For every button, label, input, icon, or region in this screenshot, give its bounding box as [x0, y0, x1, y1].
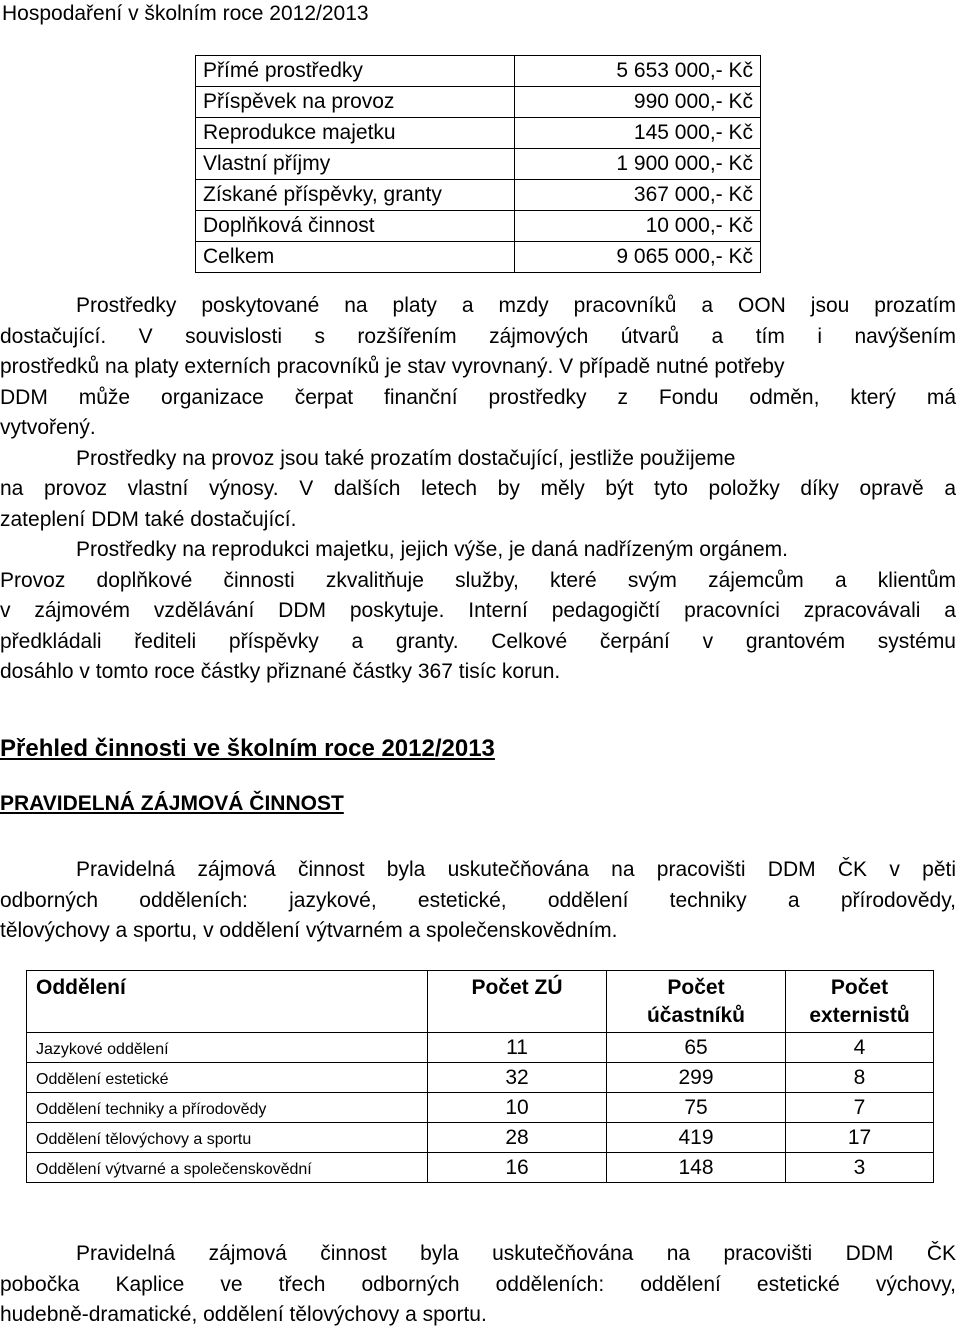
table-row: [196, 87, 761, 118]
finance-paragraph: [0, 291, 956, 688]
department-name: Oddělení techniky a přírodovědy: [27, 1093, 428, 1123]
budget-value: 367 000,- Kč: [515, 180, 761, 211]
budget-value: 10 000,- Kč: [515, 211, 761, 242]
column-header: Počet externistů: [786, 971, 934, 1033]
table-row: [27, 1123, 934, 1153]
text-line: předkládali řediteli příspěvky a granty. Celkové čerpání v grantovém systému: [0, 629, 956, 653]
participant-count: 419: [607, 1123, 786, 1153]
text-line: Pravidelná zájmová činnost byla uskutečňována na pracovišti DDM ČK: [76, 1242, 956, 1265]
zu-count: 11: [428, 1033, 607, 1063]
text-line: DDM může organizace čerpat finanční prostředky z Fondu odměn, který má: [0, 385, 956, 409]
text-line: pobočka Kaplice ve třech odborných odděleních: oddělení estetické výchovy,: [0, 1272, 956, 1296]
text-line: Prostředky na reprodukci majetku, jejich výše, je daná nadřízeným orgánem.: [76, 538, 789, 561]
column-header: Počet účastníků: [607, 971, 786, 1033]
participant-count: 299: [607, 1063, 786, 1093]
budget-value: 5 653 000,- Kč: [515, 56, 761, 87]
department-table: [26, 970, 934, 1183]
budget-label: Vlastní příjmy: [196, 149, 515, 180]
externist-count: 4: [786, 1033, 934, 1063]
intro-paragraph: [0, 855, 956, 947]
table-row: [27, 1033, 934, 1063]
externist-count: 7: [786, 1093, 934, 1123]
zu-count: 16: [428, 1153, 607, 1183]
text-line: prostředků na platy externích pracovníků je stav vyrovnaný. V případě nutné potřeby: [0, 355, 785, 378]
text-line: v zájmovém vzdělávání DDM poskytuje. Interní pedagogičtí pracovníci zpracovávali a: [0, 599, 956, 622]
department-name: Oddělení tělovýchovy a sportu: [27, 1123, 428, 1153]
table-row: [27, 1153, 934, 1183]
budget-label: Reprodukce majetku: [196, 118, 515, 149]
participant-count: 75: [607, 1093, 786, 1123]
subsection-heading: PRAVIDELNÁ ZÁJMOVÁ ČINNOST: [0, 792, 344, 815]
participant-count: 148: [607, 1153, 786, 1183]
kaplice-paragraph: [0, 1239, 956, 1331]
text-line: Pravidelná zájmová činnost byla uskutečňována na pracovišti DDM ČK v pěti: [76, 858, 956, 881]
budget-label: Přímé prostředky: [196, 56, 515, 87]
table-row: [196, 180, 761, 211]
department-name: Oddělení výtvarné a společenskovědní: [27, 1153, 428, 1183]
participant-count: 65: [607, 1033, 786, 1063]
text-line: dosáhlo v tomto roce částky přiznané částky 367 tisíc korun.: [0, 660, 561, 683]
externist-count: 3: [786, 1153, 934, 1183]
budget-value: 990 000,- Kč: [515, 87, 761, 118]
text-line: odborných odděleních: jazykové, estetické, oddělení techniky a přírodovědy,: [0, 888, 956, 912]
externist-count: 17: [786, 1123, 934, 1153]
text-line: hudebně-dramatické, oddělení tělovýchovy a sportu.: [0, 1303, 487, 1326]
table-row: [196, 211, 761, 242]
text-line: Prostředky na provoz jsou také prozatím dostačující, jestliže použijeme: [76, 446, 736, 470]
budget-label: Příspěvek na provoz: [196, 87, 515, 118]
department-name: Jazykové oddělení: [27, 1033, 428, 1063]
text-line: vytvořený.: [0, 416, 96, 439]
zu-count: 28: [428, 1123, 607, 1153]
text-line: na provoz vlastní výnosy. V dalších letech by měly být tyto položky díky opravě a: [0, 477, 956, 500]
department-name: Oddělení estetické: [27, 1063, 428, 1093]
budget-label: Doplňková činnost: [196, 211, 515, 242]
text-line: Provoz doplňkové činnosti zkvalitňuje služby, které svým zájemcům a klientům: [0, 568, 956, 592]
table-row: [196, 149, 761, 180]
table-row: [27, 1063, 934, 1093]
text-line: Prostředky poskytované na platy a mzdy pracovníků a OON jsou prozatím: [76, 294, 956, 317]
zu-count: 10: [428, 1093, 607, 1123]
text-line: zateplení DDM také dostačující.: [0, 507, 297, 531]
budget-total-label: Celkem: [196, 242, 515, 273]
text-line: dostačující. V souvislosti s rozšířením zájmových útvarů a tím i navýšením: [0, 324, 956, 348]
table-row: [196, 242, 761, 273]
budget-table: [195, 55, 761, 273]
column-header: Počet ZÚ: [428, 971, 607, 1033]
page-heading: Hospodaření v školním roce 2012/2013: [2, 2, 369, 25]
budget-label: Získané příspěvky, granty: [196, 180, 515, 211]
section-heading: Přehled činnosti ve školním roce 2012/2013: [0, 735, 495, 762]
table-row: [196, 56, 761, 87]
text-line: tělovýchovy a sportu, v oddělení výtvarném a společenskovědním.: [0, 919, 618, 942]
table-row: [27, 1093, 934, 1123]
column-header: Oddělení: [27, 971, 428, 1033]
zu-count: 32: [428, 1063, 607, 1093]
budget-value: 145 000,- Kč: [515, 118, 761, 149]
table-header-row: [27, 971, 934, 1033]
budget-value: 1 900 000,- Kč: [515, 149, 761, 180]
externist-count: 8: [786, 1063, 934, 1093]
table-row: [196, 118, 761, 149]
budget-total-value: 9 065 000,- Kč: [515, 242, 761, 273]
